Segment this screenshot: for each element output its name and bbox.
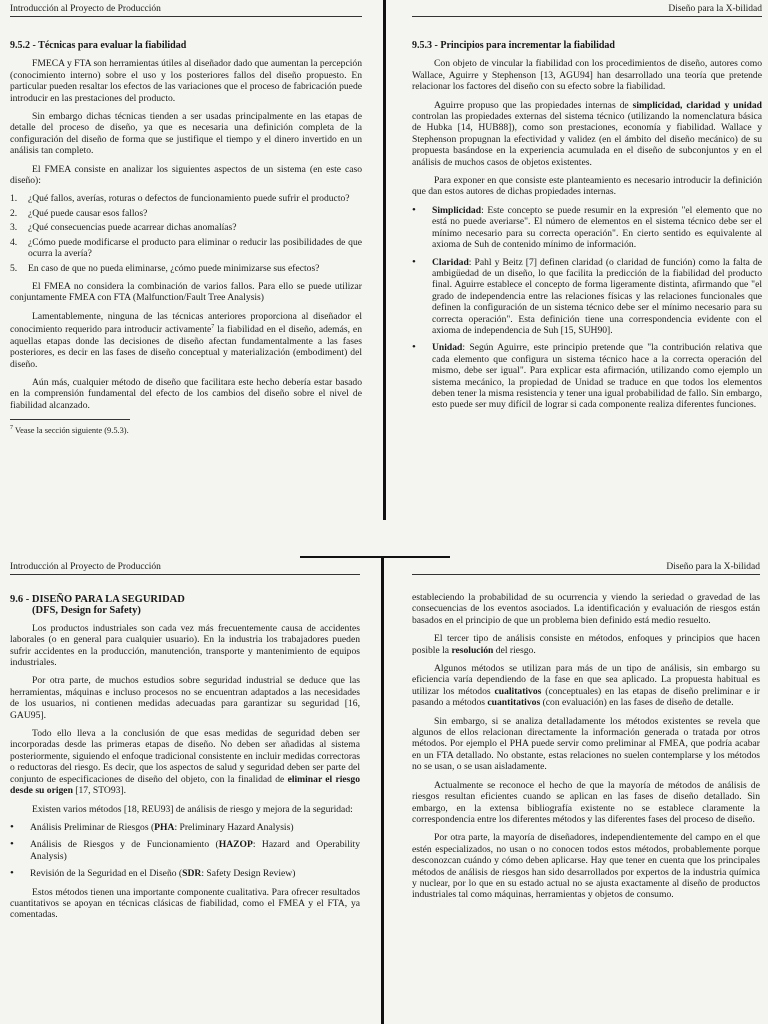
page-bottom-right <box>412 558 760 1024</box>
page-bottom-left <box>10 558 360 1024</box>
section-title: 9.5.2 - Técnicas para evaluar la fiabilidad <box>10 40 187 51</box>
list-item: 5. En caso de que no pueda eliminarse, ¿cómo puede minimizarse sus efectos? <box>10 262 320 274</box>
paragraph: Aún más, cualquier método de diseño que facilitara este hecho debería estar basado en la comprensión fundamental del efecto de los cambios del diseño sobre el nivel de fiabilidad alcanzado. <box>10 376 362 411</box>
paragraph: Aguirre propuso que las propiedades internas de simplicidad, claridad y unidad controlan las propiedades externas del sistema técnico (utilizando la nomenclatura básica de Hubka [14, HUB88]), como son prestaciones, economía y fiabilidad. Wallace y Stephenson propugnan la efectividad y validez (en el ámbito del diseño mecánico) de su propuesta basándose en la experiencia acumulada en el diseño de subconjuntos y en el análisis de muchos casos de objetos existentes. <box>412 99 762 168</box>
vertical-divider-top <box>383 0 386 520</box>
list-item: 2. ¿Qué puede causar esos fallos? <box>10 207 148 219</box>
running-header-left: Introducción al Proyecto de Producción <box>10 562 161 572</box>
section-title: 9.5.3 - Principios para incrementar la fiabilidad <box>412 40 615 51</box>
paragraph: Sin embargo, si se analiza detalladamente los métodos existentes se revela que algunos de ellos relacionan directamente la información generada o tratada por otros métodos. Por ejemplo el PHA puede servir como preliminar al FMEA, que podría acabar en un FTA detallado. No obstante, estas relaciones no suelen contemplarse y los métodos no se usan, o se usan aisladamente. <box>412 715 760 773</box>
paragraph: Actualmente se reconoce el hecho de que la mayoría de métodos de análisis de riesgos resultan eficientes cuando se aplican en las fases de diseño detallado. Sin embargo, en la extensa bibliografía existente no se establece claramente la correspondencia entre los diferentes métodos y las diferentes fases del proceso de diseño. <box>412 779 760 825</box>
running-header-left: Introducción al Proyecto de Producción <box>10 4 161 14</box>
running-header-right: Diseño para la X-bilidad <box>668 4 762 14</box>
section-subtitle: (DFS, Design for Safety) <box>32 605 141 617</box>
paragraph: Sin embargo dichas técnicas tienden a ser usadas principalmente en las etapas de detalle del proceso de diseño, ya que es necesaria una definición completa de la configuración del diseño de forma que se justifique el tiempo y el dinero invertido en un análisis tan completo. <box>10 111 362 157</box>
running-header <box>10 562 360 575</box>
bullet-icon: • <box>412 255 416 268</box>
bullet-list <box>412 205 762 411</box>
running-header-right: Diseño para la X-bilidad <box>666 562 760 572</box>
paragraph: Estos métodos tienen una importante componente cualitativa. Para ofrecer resultados cuantitativos se apoyan en técnicas clásicas de fiabilidad, como el FMEA y el FTA, ya comentadas. <box>10 886 360 921</box>
page-top-left <box>10 0 362 548</box>
running-header <box>412 562 760 575</box>
list-item: • Análisis de Riesgos y de Funcionamiento (HAZOP: Hazard and Operability Analysis) <box>10 838 360 862</box>
list-item: • Simplicidad: Este concepto se puede resumir en la expresión "el elemento que no está no puede averiarse". El número de elementos en el sistema técnico debe ser el mínimo necesario para su correcta operación". En cierto sentido es equivalente al axioma de Suh de contenido mínimo de información. <box>412 203 762 251</box>
paragraph: El FMEA consiste en analizar los siguientes aspectos de un sistema (en este caso diseño): <box>10 163 362 187</box>
list-item: • Claridad: Pahl y Beitz [7] definen claridad (o claridad de función) como la falta de ambigüedad de un diseño, lo que facilita la predicción de la fiabilidad del producto final. Aguirre establece el concepto de forma ligeramente distinta, afirmando que "el grado de independencia entre las relaciones físicas y las relaciones funcionales que definen la configuración de un sistema técnico debe ser el mínimo necesario para su correcta operación". Esta definición tiene una correspondencia evidente con el axioma de independencia de Suh [15, SUH90]. <box>412 255 762 336</box>
paragraph: Por otra parte, de muchos estudios sobre seguridad industrial se deduce que las herramientas, máquinas e incluso procesos no se encuentran adaptados a las necesidades de los usuarios, ni contienen medidas adecuadas para garantizar su seguridad [16, GAU95]. <box>10 675 360 721</box>
bullet-icon: • <box>10 867 14 880</box>
paragraph: Lamentablemente, ninguna de las técnicas anteriores proporciona al diseñador el conocimiento requerido para introducir activamente$^7$ la fiabilidad en el diseño, además, en aquellas etapas donde las decisiones de diseño afectan fundamentalmente a las fases posteriores, es decir en las fases de diseño conceptual y materialización (embodiment) del diseño. <box>10 310 362 370</box>
bullet-list <box>10 822 360 880</box>
list-item: • Unidad: Según Aguirre, este principio pretende que "la contribución relativa que cada elemento que configura un sistema técnico hace a la correcta operación del mismo, debe ser igual". Para explicar esta afirmación, utilizando como ejemplo un sistema mecánico, la propiedad de Unidad se traduce en que todos los elementos deben tener la misma resistencia y tener una igual probabilidad de fallo. Sin embargo, esto puede ser muy difícil de lograr si cada componente realiza diferentes funciones. <box>412 341 762 411</box>
paragraph: Con objeto de vincular la fiabilidad con los procedimientos de diseño, autores como Wallace, Aguirre y Stephenson [13, AGU94] han desarrollado una teoría que pretende relacionar los factores del diseño con su efecto sobre la fiabilidad. <box>412 58 762 93</box>
footnote-rule <box>10 419 130 420</box>
vertical-divider-bottom <box>381 556 384 1024</box>
page-top-right <box>412 0 762 548</box>
paragraph: El FMEA no considera la combinación de varios fallos. Para ello se puede utilizar conjuntamente FMEA con FTA (Malfunction/Fault Tree Analysis) <box>10 280 362 304</box>
paragraph: Existen varios métodos [18, REU93] de análisis de riesgo y mejora de la seguridad: <box>32 803 353 815</box>
running-header <box>412 4 762 17</box>
paragraph: Por otra parte, la mayoría de diseñadores, independientemente del campo en el que estén especializados, no usan o no conocen todos estos métodos, probablemente porque desconozcan cuándo y cómo deben aplicarse. Hay que tener en cuenta que los principales métodos de análisis de riesgos han sido desarrollados por expertos de la industria química y nuclear, por lo que en su estado actual no se ajusta exactamente al diseño de productos industriales tal como máquinas, herramientas y objetos de consumo. <box>412 832 760 901</box>
paragraph: Para exponer en que consiste este planteamiento es necesario introducir la definición que dan estos autores de dichas propiedades internas. <box>412 175 762 198</box>
bullet-icon: • <box>10 820 14 833</box>
paragraph: Los productos industriales son cada vez más frecuentemente causa de accidentes laborales (o en general para cualquier usuario). En la industria los trabajadores pueden sufrir accidentes en la producción, manutención, transporte y mantenimiento de equipos industriales. <box>10 622 360 669</box>
list-item: • Revisión de la Seguridad en el Diseño (SDR: Safety Design Review) <box>10 867 296 880</box>
list-item: 3. ¿Qué consecuencias puede acarrear dichas anomalías? <box>10 222 237 234</box>
paragraph: FMECA y FTA son herramientas útiles al diseñador dado que aumentan la percepción (conocimiento interno) sobre el uso y los posteriores fallos del diseño propuesto. En particular pueden resaltar los efectos de las variaciones que el proceso de fabricación puede introducir en las prestaciones del producto. <box>10 58 362 104</box>
list-item: 4. ¿Cómo puede modificarse el producto para eliminar o reducir las posibilidades de que ocurra la avería? <box>10 236 362 260</box>
bullet-icon: • <box>10 838 14 851</box>
footnote-ref: 7 <box>211 324 215 331</box>
list-item: • Análisis Preliminar de Riesgos (PHA: Preliminary Hazard Analysis) <box>10 820 294 833</box>
numbered-list <box>10 193 362 273</box>
paragraph: Algunos métodos se utilizan para más de un tipo de análisis, sin embargo su eficiencia varía dependiendo de la fase en que sea aplicado. La propuesta habitual es utilizar los métodos cualitativos (conceptuales) en las etapas de diseño preliminar e ir pasando a métodos cuantitativos (con evaluación) en las fases de diseño de detalle. <box>412 663 760 709</box>
paragraph: Todo ello lleva a la conclusión de que esas medidas de seguridad deben ser incorporadas desde las primeras etapas de diseño. No deben ser añadidas al sistema posteriormente, siguiendo el enfoque tradicional consistente en incluir medidas correctoras o reductoras del riesgo. Es decir, que los aspectos de salud y seguridad deben ser parte del conjunto de especificaciones de diseño del objeto, con la finalidad de eliminar el riesgo desde su origen [17, STO93]. <box>10 728 360 797</box>
list-item: 1. ¿Qué fallos, averías, roturas o defectos de funcionamiento puede sufrir el producto? <box>10 193 350 205</box>
paragraph: estableciendo la probabilidad de su ocurrencia y viendo la seriedad o gravedad de las consecuencias de los eventos asociados. La identificación y evaluación de riesgos están basados en el principio de que un problema bien definido está medio resuelto. <box>412 592 760 626</box>
footnote: $^7$ Vease la sección siguiente (9.5.3). <box>10 425 129 435</box>
running-header <box>10 4 362 17</box>
paragraph: El tercer tipo de análisis consiste en métodos, enfoques y principios que hacen posible la resolución del riesgo. <box>412 633 760 656</box>
bullet-icon: • <box>412 203 416 216</box>
section-title: 9.6 - DISEÑO PARA LA SEGURIDAD (DFS, Design for Safety) <box>10 594 185 617</box>
bullet-icon: • <box>412 341 416 354</box>
